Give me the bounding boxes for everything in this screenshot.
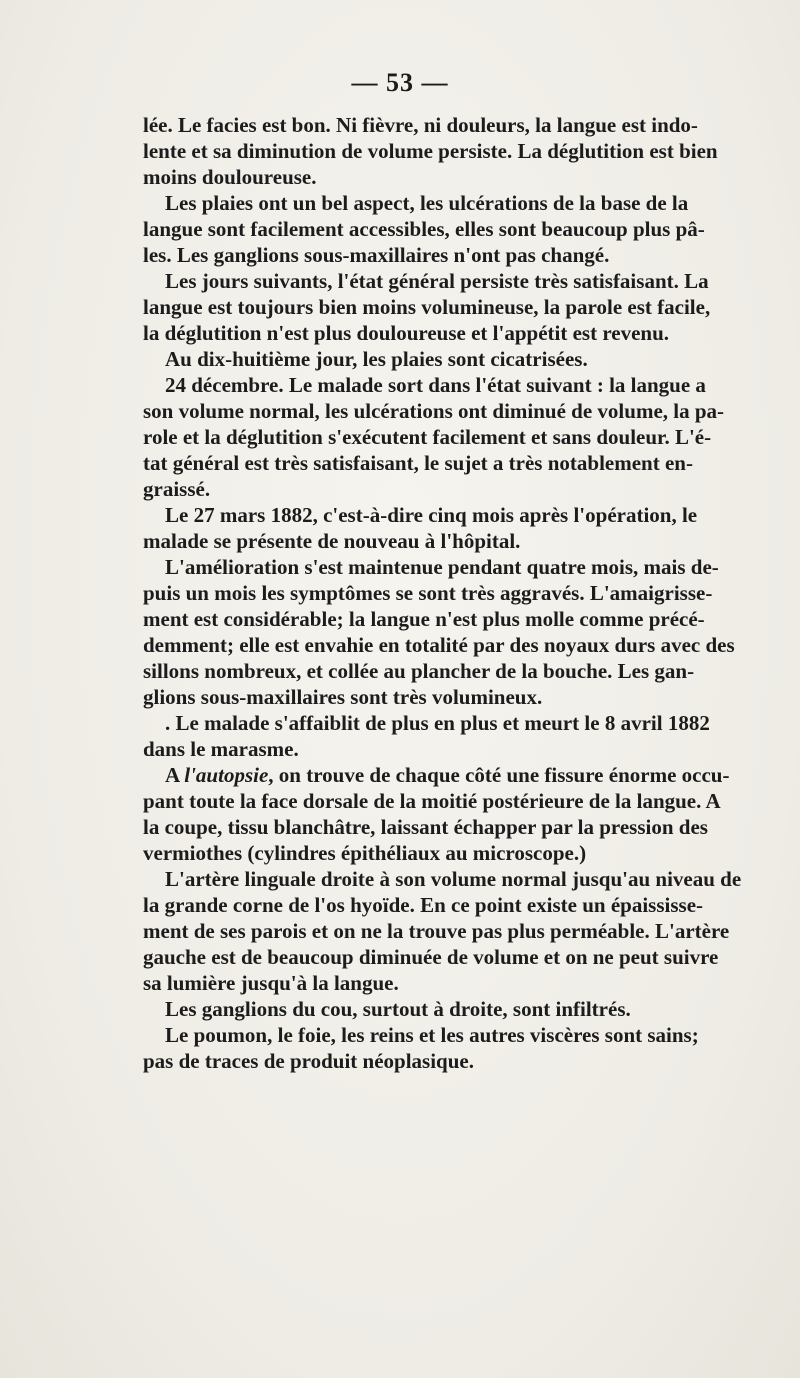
text-line: graissé.	[143, 477, 211, 501]
text-line: Le 27 mars 1882, c'est-à-dire cinq mois après l'opération, le	[165, 503, 698, 527]
text-line: Les jours suivants, l'état général persiste très satisfaisant. La	[165, 269, 709, 293]
text-line: dans le marasme.	[143, 737, 299, 761]
text-line: sillons nombreux, et collée au plancher de la bouche. Les gan-	[143, 659, 695, 683]
text-line: L'amélioration s'est maintenue pendant quatre mois, mais de-	[165, 555, 719, 579]
autopsy-prefix: A	[165, 763, 185, 787]
text-line: son volume normal, les ulcérations ont diminué de volume, la pa-	[143, 399, 725, 423]
text-line: role et la déglutition s'exécutent facilement et sans douleur. L'é-	[143, 425, 712, 449]
text-line: vermiothes (cylindres épithéliaux au microscope.)	[143, 841, 587, 865]
text-line: langue sont facilement accessibles, elles sont beaucoup plus pâ-	[143, 217, 705, 241]
text-line: Le poumon, le foie, les reins et les autres viscères sont sains;	[165, 1023, 699, 1047]
text-line: Les ganglions du cou, surtout à droite, sont infiltrés.	[165, 997, 631, 1021]
text-line: malade se présente de nouveau à l'hôpital.	[143, 529, 521, 553]
text-line: moins douloureuse.	[143, 165, 317, 189]
text-line: 24 décembre. Le malade sort dans l'état suivant : la langue a	[165, 373, 706, 397]
text-line: les. Les ganglions sous-maxillaires n'ont pas changé.	[143, 243, 610, 267]
text-line: langue est toujours bien moins volumineuse, la parole est facile,	[143, 295, 711, 319]
text-line: . Le malade s'affaiblit de plus en plus et meurt le 8 avril 1882	[165, 711, 710, 735]
text-line: pant toute la face dorsale de la moitié postérieure de la langue. A	[143, 789, 721, 813]
page-number: — 53 —	[351, 68, 449, 97]
body-text	[143, 112, 742, 1074]
text-line: puis un mois les symptômes se sont très aggravés. L'amaigrisse-	[143, 581, 713, 605]
text-line: pas de traces de produit néoplasique.	[143, 1049, 474, 1073]
text-line: la coupe, tissu blanchâtre, laissant échapper par la pression des	[143, 815, 708, 839]
text-line: gauche est de beaucoup diminuée de volume et on ne peut suivre	[143, 945, 719, 969]
text-line-autopsy	[143, 762, 730, 788]
text-line: la déglutition n'est plus douloureuse et l'appétit est revenu.	[143, 321, 670, 345]
text-line: L'artère linguale droite à son volume normal jusqu'au niveau de	[165, 867, 742, 891]
autopsy-italic: l'autopsie	[184, 763, 269, 787]
text-line: ment est considérable; la langue n'est plus molle comme précé-	[143, 607, 705, 631]
text-line: demment; elle est envahie en totalité par des noyaux durs avec des	[143, 633, 735, 657]
text-line: lée. Le facies est bon. Ni fièvre, ni douleurs, la langue est indo-	[143, 113, 698, 137]
text-line: la grande corne de l'os hyoïde. En ce point existe un épaississe-	[143, 893, 704, 917]
text-line: sa lumière jusqu'à la langue.	[143, 971, 399, 995]
autopsy-suffix: , on trouve de chaque côté une fissure énorme occu-	[268, 763, 730, 787]
text-line: Les plaies ont un bel aspect, les ulcérations de la base de la	[165, 191, 689, 215]
text-line: glions sous-maxillaires sont très volumineux.	[143, 685, 543, 709]
text-line: tat général est très satisfaisant, le sujet a très notablement en-	[143, 451, 693, 475]
text-line: Au dix-huitième jour, les plaies sont cicatrisées.	[165, 347, 588, 371]
text-line: lente et sa diminution de volume persiste. La déglutition est bien	[143, 139, 718, 163]
text-line: ment de ses parois et on ne la trouve pas plus perméable. L'artère	[143, 919, 730, 943]
